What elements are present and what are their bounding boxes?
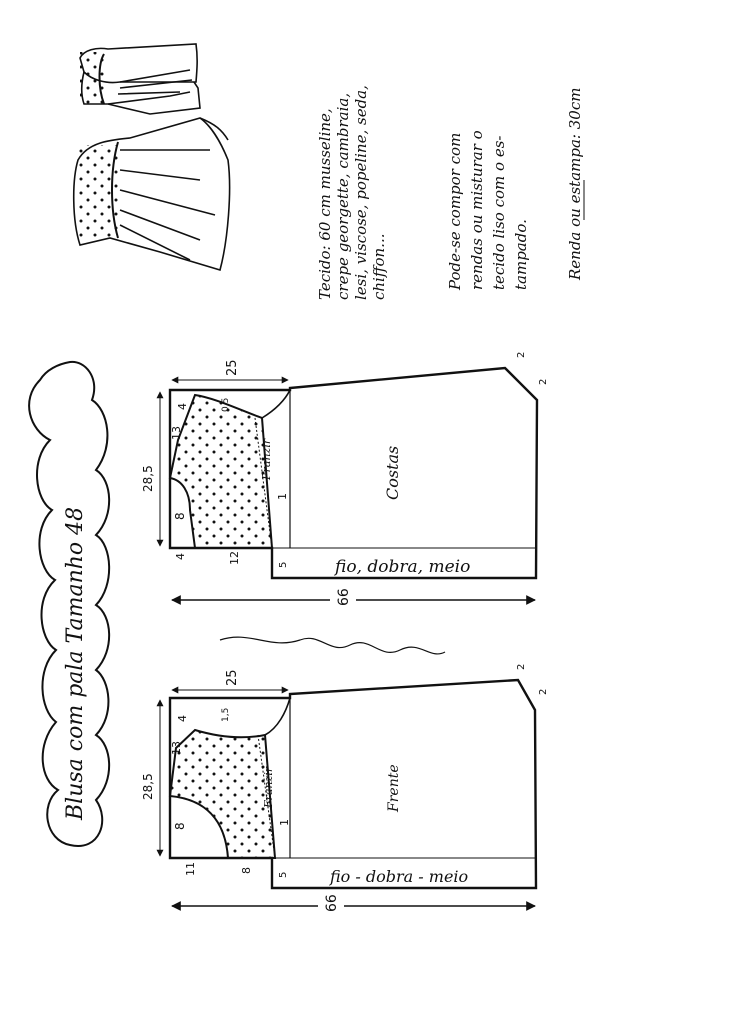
- back-gather-label: Franzir: [260, 438, 273, 480]
- front-gather-mark: 1: [278, 819, 291, 826]
- back-neck-depth: 8: [173, 512, 187, 520]
- front-width-total: 66: [324, 894, 340, 912]
- back-width-total: 66: [336, 588, 352, 606]
- front-piece: [141, 664, 549, 918]
- back-yoke-height: 28,5: [141, 465, 155, 492]
- title-cloud: [29, 362, 109, 846]
- front-gather-label: Franzir: [262, 766, 275, 808]
- front-armhole: 13: [170, 741, 183, 755]
- front-fold-label: fio - dobra - meio: [330, 867, 469, 886]
- lace-note: [566, 88, 584, 281]
- front-hem-side: 2: [538, 688, 549, 695]
- svg-text:lesi, viscose, popeline, seda,: lesi, viscose, popeline, seda,: [352, 85, 370, 300]
- fabric-notes: [316, 85, 388, 300]
- svg-text:tampado.: tampado.: [512, 219, 530, 290]
- svg-text:Renda ou estampa: 30cm: Renda ou estampa: 30cm: [566, 87, 584, 280]
- blouse-sketch-small: [80, 44, 200, 114]
- svg-text:chiffon...: chiffon...: [370, 233, 388, 300]
- svg-text:Pode-se compor com: Pode-se compor com: [446, 132, 464, 290]
- back-piece-name: Costas: [383, 445, 402, 500]
- front-neck-depth: 8: [173, 822, 187, 830]
- combine-notes: [446, 130, 530, 291]
- blouse-sketch-large: [74, 118, 230, 270]
- back-armhole: 13: [170, 426, 183, 440]
- front-yoke-base: 8: [240, 867, 253, 874]
- front-shoulder: 4: [176, 715, 189, 722]
- back-piece: [141, 352, 549, 612]
- back-fold-margin: 5: [278, 561, 289, 568]
- svg-text:Tecido: 60 cm musseline,: Tecido: 60 cm musseline,: [316, 108, 334, 300]
- front-neck-offset: 11: [184, 862, 197, 876]
- back-neck-offset: 4: [174, 553, 187, 560]
- back-fold-label: fio, dobra, meio: [335, 557, 471, 577]
- svg-text:rendas ou misturar o: rendas ou misturar o: [468, 130, 486, 290]
- back-hem-side: 2: [538, 378, 549, 385]
- back-shoulder: 4: [176, 403, 189, 410]
- svg-text:tecido liso com o es-: tecido liso com o es-: [490, 135, 508, 290]
- back-yoke-base: 12: [228, 551, 241, 565]
- back-seam-offset: 0,5: [221, 397, 231, 412]
- svg-text:crepe georgette, cambraia,: crepe georgette, cambraia,: [334, 92, 352, 300]
- title-text: Blusa com pala Tamanho 48: [63, 506, 88, 820]
- signature: [220, 637, 445, 654]
- front-fold-margin: 5: [278, 871, 289, 878]
- back-yoke-width: 25: [225, 359, 240, 376]
- front-hem-rise: 2: [516, 663, 527, 670]
- back-gather-mark: 1: [276, 493, 289, 500]
- back-hem-rise: 2: [516, 351, 527, 358]
- front-seam-offset: 1,5: [221, 707, 231, 722]
- front-piece-name: Frente: [386, 764, 402, 812]
- front-yoke-width: 25: [225, 669, 240, 686]
- front-yoke-height: 28,5: [141, 773, 155, 800]
